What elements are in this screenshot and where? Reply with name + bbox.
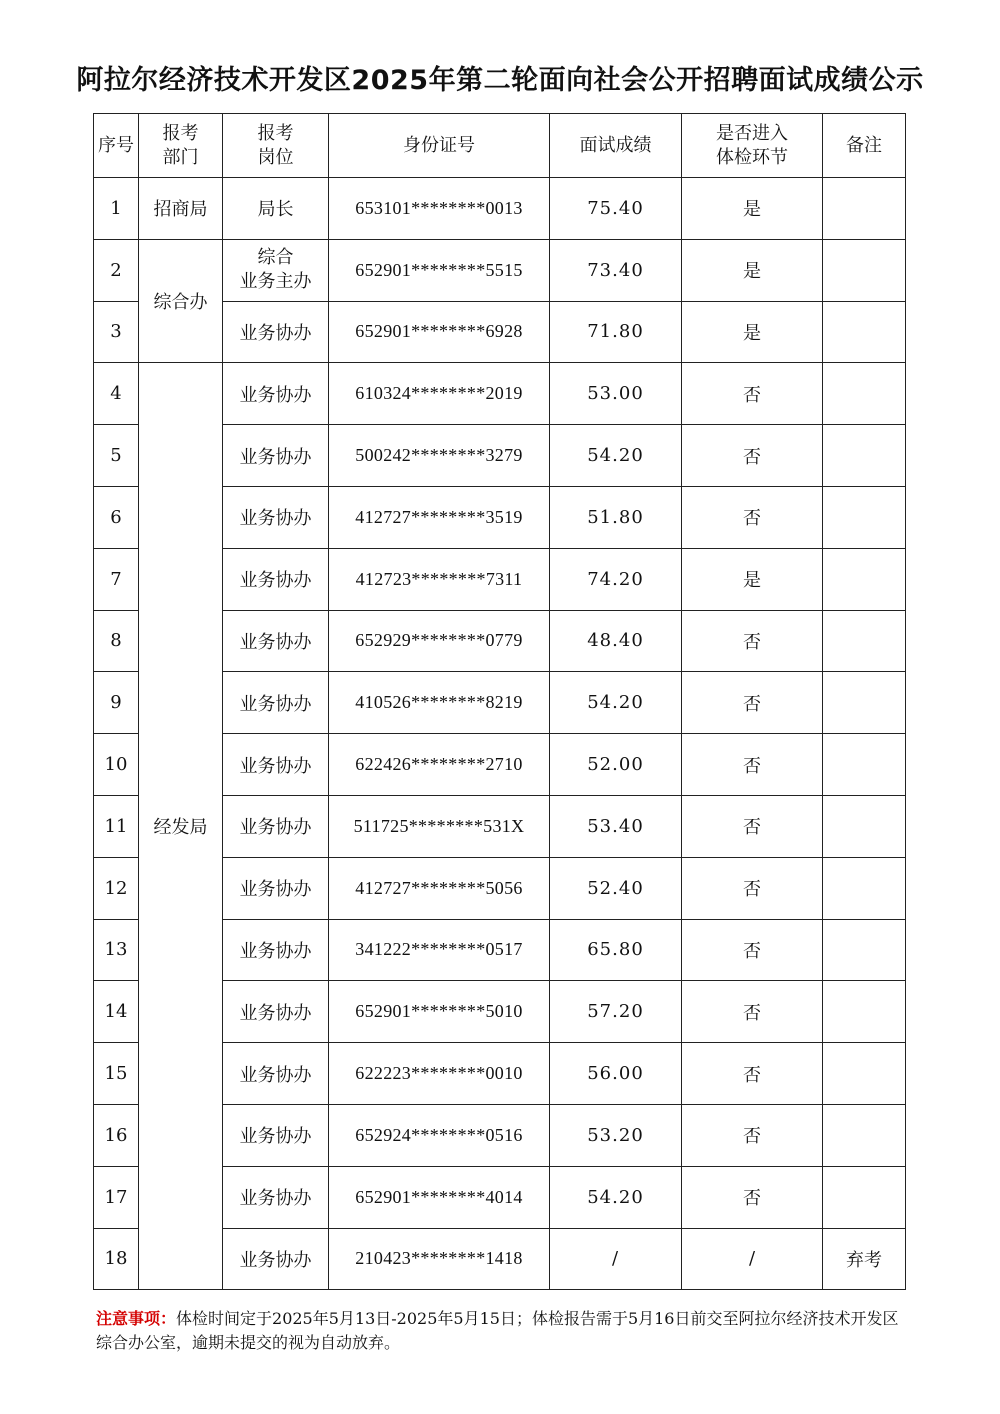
header-post-line2: 岗位: [257, 146, 294, 168]
cell-post: 业务协办: [223, 734, 329, 796]
header-seq: 序号: [94, 114, 139, 178]
cell-exam: 是: [682, 178, 823, 240]
cell-idno: 610324********2019: [329, 363, 550, 425]
cell-exam: 否: [682, 1166, 823, 1228]
cell-seq: 10: [94, 734, 139, 796]
cell-post: 业务协办: [223, 548, 329, 610]
cell-exam: 否: [682, 1043, 823, 1105]
cell-score: 54.20: [550, 1166, 682, 1228]
cell-idno: 622223********0010: [329, 1043, 550, 1105]
cell-remark: [823, 1166, 906, 1228]
cell-exam: 否: [682, 795, 823, 857]
cell-score: 51.80: [550, 486, 682, 548]
cell-idno: 652901********4014: [329, 1166, 550, 1228]
table-row: [94, 363, 906, 425]
cell-idno: 341222********0517: [329, 919, 550, 981]
cell-post: 业务协办: [223, 1228, 329, 1290]
cell-seq: 2: [94, 239, 139, 301]
cell-exam: 否: [682, 919, 823, 981]
cell-idno: 652924********0516: [329, 1104, 550, 1166]
cell-idno: 652901********5010: [329, 981, 550, 1043]
cell-exam: 否: [682, 981, 823, 1043]
cell-seq: 9: [94, 672, 139, 734]
header-post-line1: 报考: [257, 122, 294, 144]
cell-exam: 否: [682, 610, 823, 672]
cell-score: 65.80: [550, 919, 682, 981]
cell-remark: [823, 548, 906, 610]
cell-post: 业务协办: [223, 1166, 329, 1228]
cell-exam: 否: [682, 363, 823, 425]
cell-post: 业务协办: [223, 1043, 329, 1105]
cell-exam: 否: [682, 672, 823, 734]
cell-remark: [823, 672, 906, 734]
cell-score: /: [550, 1228, 682, 1290]
header-exam: [682, 114, 823, 178]
cell-seq: 15: [94, 1043, 139, 1105]
cell-seq: 5: [94, 425, 139, 487]
cell-remark: [823, 734, 906, 796]
notice-label: 注意事项：: [96, 1309, 177, 1328]
cell-seq: 14: [94, 981, 139, 1043]
header-score: 面试成绩: [550, 114, 682, 178]
cell-post: 业务协办: [223, 1104, 329, 1166]
cell-seq: 7: [94, 548, 139, 610]
cell-post: 业务协办: [223, 981, 329, 1043]
page-title: 阿拉尔经济技术开发区2025年第二轮面向社会公开招聘面试成绩公示: [76, 65, 924, 96]
cell-post: 业务协办: [223, 610, 329, 672]
cell-seq: 4: [94, 363, 139, 425]
cell-exam: 是: [682, 548, 823, 610]
cell-post: 业务协办: [223, 301, 329, 363]
cell-score: 53.20: [550, 1104, 682, 1166]
cell-remark: [823, 301, 906, 363]
cell-exam: 否: [682, 486, 823, 548]
cell-post: [223, 239, 329, 301]
cell-exam: /: [682, 1228, 823, 1290]
cell-remark: 弃考: [823, 1228, 906, 1290]
cell-score: 48.40: [550, 610, 682, 672]
cell-idno: 652901********5515: [329, 239, 550, 301]
cell-seq: 18: [94, 1228, 139, 1290]
header-exam-line2: 体检环节: [716, 146, 788, 168]
cell-score: 57.20: [550, 981, 682, 1043]
cell-idno: 412723********7311: [329, 548, 550, 610]
cell-exam: 是: [682, 239, 823, 301]
cell-dept-jingfa: 经发局: [139, 363, 223, 1290]
cell-score: 56.00: [550, 1043, 682, 1105]
header-row: [94, 114, 906, 178]
cell-idno: 653101********0013: [329, 178, 550, 240]
header-dept: [139, 114, 223, 178]
cell-remark: [823, 486, 906, 548]
cell-remark: [823, 981, 906, 1043]
header-idno: 身份证号: [329, 114, 550, 178]
cell-post-line1: 综合: [257, 247, 294, 269]
cell-dept-zonghe: 综合办: [139, 239, 223, 363]
cell-idno: 412727********5056: [329, 857, 550, 919]
cell-exam: 否: [682, 1104, 823, 1166]
cell-score: 53.40: [550, 795, 682, 857]
notice: [96, 1307, 904, 1355]
cell-seq: 13: [94, 919, 139, 981]
cell-score: 52.00: [550, 734, 682, 796]
cell-score: 53.00: [550, 363, 682, 425]
cell-remark: [823, 1043, 906, 1105]
header-post: [223, 114, 329, 178]
cell-score: 54.20: [550, 672, 682, 734]
cell-idno: 500242********3279: [329, 425, 550, 487]
cell-post: 业务协办: [223, 672, 329, 734]
cell-remark: [823, 178, 906, 240]
cell-post: 业务协办: [223, 857, 329, 919]
cell-idno: 622426********2710: [329, 734, 550, 796]
cell-seq: 12: [94, 857, 139, 919]
cell-post: 业务协办: [223, 363, 329, 425]
cell-post-line2: 业务主办: [239, 271, 312, 293]
notice-text: 体检时间定于2025年5月13日-2025年5月15日；体检报告需于5月16日前交至阿拉尔经济技术开发区综合办公室，逾期未提交的视为自动放弃。: [96, 1309, 899, 1352]
cell-seq: 17: [94, 1166, 139, 1228]
header-exam-line1: 是否进入: [716, 122, 788, 144]
cell-post: 业务协办: [223, 486, 329, 548]
table-row: [94, 239, 906, 301]
header-dept-line2: 部门: [162, 146, 199, 168]
cell-exam: 是: [682, 301, 823, 363]
results-table: [93, 113, 906, 1290]
cell-post: 业务协办: [223, 425, 329, 487]
cell-seq: 11: [94, 795, 139, 857]
cell-idno: 652901********6928: [329, 301, 550, 363]
cell-exam: 否: [682, 857, 823, 919]
cell-score: 74.20: [550, 548, 682, 610]
cell-score: 52.40: [550, 857, 682, 919]
cell-exam: 否: [682, 425, 823, 487]
cell-score: 71.80: [550, 301, 682, 363]
cell-seq: 16: [94, 1104, 139, 1166]
cell-score: 54.20: [550, 425, 682, 487]
cell-idno: 412727********3519: [329, 486, 550, 548]
cell-remark: [823, 425, 906, 487]
cell-dept-zhaoshang: 招商局: [139, 178, 223, 240]
cell-seq: 1: [94, 178, 139, 240]
cell-idno: 652929********0779: [329, 610, 550, 672]
header-dept-line1: 报考: [162, 122, 199, 144]
cell-post: 业务协办: [223, 795, 329, 857]
cell-idno: 511725********531X: [329, 795, 550, 857]
cell-seq: 6: [94, 486, 139, 548]
cell-remark: [823, 919, 906, 981]
cell-post: 业务协办: [223, 919, 329, 981]
header-remark: 备注: [823, 114, 906, 178]
cell-seq: 3: [94, 301, 139, 363]
table-row: [94, 178, 906, 240]
cell-score: 73.40: [550, 239, 682, 301]
cell-idno: 410526********8219: [329, 672, 550, 734]
cell-remark: [823, 239, 906, 301]
cell-score: 75.40: [550, 178, 682, 240]
cell-exam: 否: [682, 734, 823, 796]
cell-remark: [823, 795, 906, 857]
cell-remark: [823, 1104, 906, 1166]
cell-idno: 210423********1418: [329, 1228, 550, 1290]
cell-remark: [823, 363, 906, 425]
cell-remark: [823, 610, 906, 672]
cell-remark: [823, 857, 906, 919]
cell-post: 局长: [223, 178, 329, 240]
cell-seq: 8: [94, 610, 139, 672]
